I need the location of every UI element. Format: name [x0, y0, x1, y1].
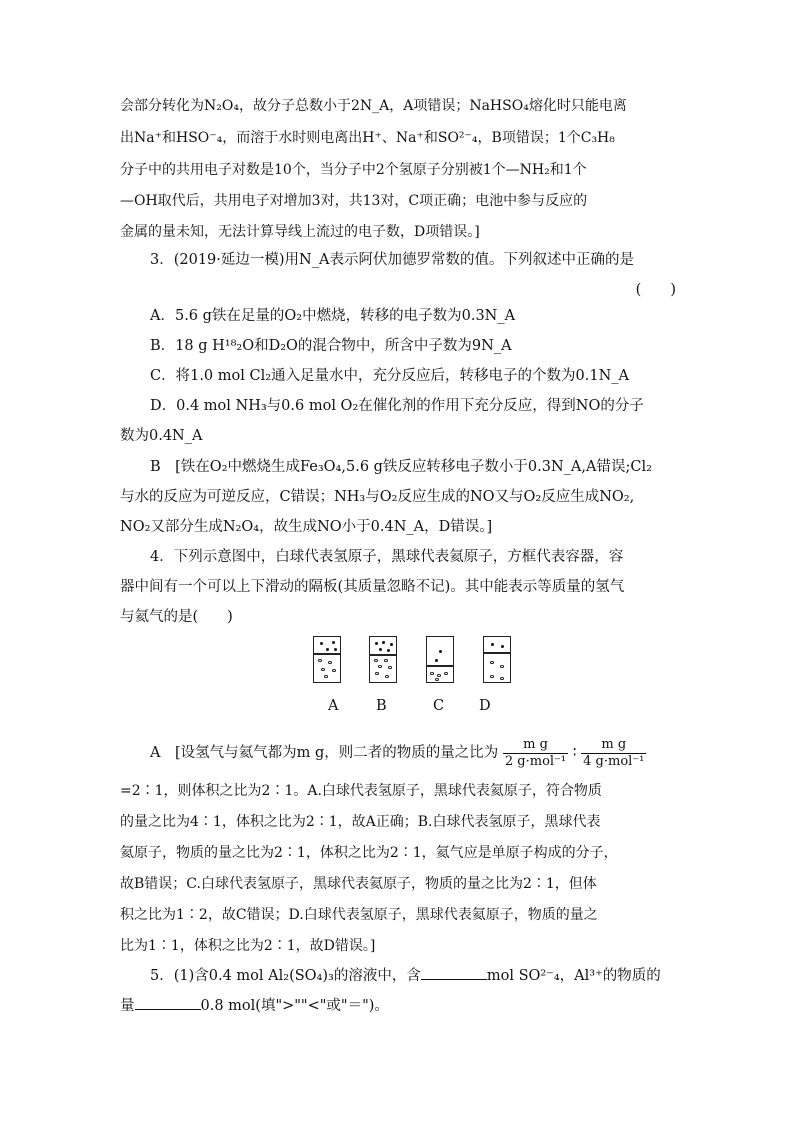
- sliding-partition: [370, 654, 396, 656]
- sliding-partition: [484, 652, 510, 654]
- hydrogen-atom: [374, 659, 378, 662]
- q5-line-2: [120, 995, 680, 1016]
- q2-explanation-line-4: —OH取代后，共用电子对增加3对，共13对，C项正确；电池中参与反应的: [120, 193, 588, 209]
- container-b: [369, 636, 397, 683]
- helium-atom: [375, 642, 378, 645]
- helium-atom: [326, 648, 329, 651]
- q3-answer-paren: ( ): [635, 282, 676, 298]
- figure-label-c: C: [433, 698, 445, 714]
- container-diagrams: [313, 636, 513, 686]
- figure-label-b: B: [376, 698, 387, 714]
- q5-text-d: 0.8 mol(填">""<"或"＝")。: [200, 998, 389, 1014]
- q4-answer-line-1: [150, 733, 680, 773]
- sliding-partition: [427, 665, 453, 667]
- fraction-hydrogen: [503, 737, 568, 770]
- hydrogen-atom: [324, 675, 328, 678]
- q4-answer-line-2: =2∶1，则体积之比为2∶1。A.白球代表氢原子，黑球代表氦原子，符合物质: [120, 783, 602, 799]
- hydrogen-atom: [500, 665, 504, 668]
- helium-atom: [491, 643, 494, 646]
- q2-explanation-line-1: 会部分转化为N₂O₄，故分子总数小于2N_A，A项错误；NaHSO₄熔化时只能电离: [120, 98, 627, 114]
- hydrogen-atom: [490, 661, 494, 664]
- q4-answer-line-4: 氦原子，物质的量之比为2∶1，体积之比为2∶1，氦气应是单原子构成的分子，: [120, 845, 618, 861]
- hydrogen-atom: [500, 677, 504, 680]
- q3-option-d-line-2: 数为0.4N_A: [120, 428, 203, 444]
- hydrogen-atom: [444, 672, 448, 675]
- helium-atom: [387, 649, 390, 652]
- hydrogen-atom: [321, 668, 325, 671]
- hydrogen-atom: [490, 675, 494, 678]
- fraction-helium: [581, 737, 646, 770]
- q4-stem-line-3: 与氦气的是( ): [120, 609, 233, 625]
- q4-stem-line-1: 4．下列示意图中，白球代表氢原子，黑球代表氦原子，方框代表容器，容: [150, 549, 624, 565]
- q3-option-b: B．18 g H¹⁸₂O和D₂O的混合物中，所含中子数为9N_A: [150, 338, 512, 354]
- q4-answer-line-3: 的量之比为4∶1，体积之比为2∶1，故A正确；B.白球代表氢原子，黑球代表: [120, 814, 601, 830]
- helium-atom: [390, 643, 393, 646]
- hydrogen-atom: [437, 674, 441, 677]
- hydrogen-atom: [435, 678, 439, 681]
- q4-answer-line-5: 故B错误；C.白球代表氢原子，黑球代表氦原子，物质的量之比为2∶1，但体: [120, 876, 597, 892]
- hydrogen-atom: [332, 669, 336, 672]
- q4-stem-line-2: 器中间有一个可以上下滑动的隔板(其质量忽略不记)。其中能表示等质量的氢气: [120, 579, 625, 595]
- q5-line-1: [150, 965, 680, 986]
- figure-label-d: D: [479, 698, 491, 714]
- hydrogen-atom: [318, 659, 322, 662]
- q3-answer-line-1: B [铁在O₂中燃烧生成Fe₃O₄,5.6 g铁反应转移电子数小于0.3N_A,A错误;Cl₂: [150, 459, 652, 475]
- q3-option-c: C．将1.0 mol Cl₂通入足量水中，充分反应后，转移电子的个数为0.1N_A: [150, 368, 630, 384]
- hydrogen-atom: [375, 672, 379, 675]
- helium-atom: [439, 650, 442, 653]
- hydrogen-atom: [430, 672, 434, 675]
- helium-atom: [334, 648, 337, 651]
- helium-atom: [379, 648, 382, 651]
- hydrogen-atom: [328, 661, 332, 664]
- q5-blank-1[interactable]: [421, 965, 487, 980]
- fraction-numerator: m g: [581, 737, 646, 754]
- hydrogen-atom: [388, 666, 392, 669]
- sliding-partition: [314, 653, 340, 655]
- figure-label-a: A: [328, 698, 339, 714]
- helium-atom: [382, 641, 385, 644]
- q5-text-a: 5．(1)含0.4 mol Al₂(SO₄)₃的溶液中，含: [150, 968, 421, 984]
- q3-option-d-line-1: D．0.4 mol NH₃与0.6 mol O₂在催化剂的作用下充分反应，得到NO的分子: [150, 398, 644, 414]
- hydrogen-atom: [384, 659, 388, 662]
- q4-answer-line-7: 比为1∶1，体积之比为2∶1，故D错误。]: [120, 938, 376, 954]
- fraction-numerator: m g: [503, 737, 568, 754]
- fraction-denominator: 2 g·mol⁻¹: [504, 753, 567, 769]
- fraction-denominator: 4 g·mol⁻¹: [583, 753, 645, 769]
- q3-answer-line-3: NO₂又部分生成N₂O₄，故生成NO小于0.4N_A，D错误。]: [120, 519, 493, 535]
- helium-atom: [320, 642, 323, 645]
- hydrogen-atom: [385, 675, 389, 678]
- q2-explanation-line-5: 金属的量未知，无法计算导线上流过的电子数，D项错误。]: [120, 224, 480, 240]
- q2-explanation-line-3: 分子中的共用电子对数是10个，当分子中2个氢原子分别被1个—NH₂和1个: [120, 162, 587, 178]
- helium-atom: [435, 659, 438, 662]
- container-a: [313, 636, 341, 683]
- hydrogen-atom: [378, 665, 382, 668]
- container-d: [483, 636, 511, 683]
- helium-atom: [332, 641, 335, 644]
- container-c: [426, 636, 454, 683]
- q3-answer-line-2: 与水的反应为可逆反应，C错误；NH₃与O₂反应生成的NO又与O₂反应生成NO₂,: [120, 489, 635, 505]
- q5-text-b: mol SO²⁻₄，Al³⁺的物质的: [486, 968, 661, 984]
- q2-explanation-line-2: 出Na⁺和HSO⁻₄，而溶于水时则电离出H⁺、Na⁺和SO²⁻₄，B项错误；1个C₃H₈: [120, 130, 615, 146]
- helium-atom: [501, 645, 504, 648]
- q4-answer-prefix: A [设氢气与氦气都为m g，则二者的物质的量之比为: [150, 745, 499, 761]
- q3-stem: 3．(2019·延边一模)用N_A表示阿伏加德罗常数的值。下列叙述中正确的是: [150, 252, 634, 268]
- q4-answer-line-6: 积之比为1∶2，故C错误；D.白球代表氢原子，黑球代表氦原子，物质的量之: [120, 907, 598, 923]
- ratio-separator: ∶: [572, 745, 577, 761]
- q5-blank-2[interactable]: [135, 995, 201, 1010]
- q3-option-a: A．5.6 g铁在足量的O₂中燃烧，转移的电子数为0.3N_A: [150, 308, 516, 324]
- q5-text-c: 量: [120, 998, 135, 1014]
